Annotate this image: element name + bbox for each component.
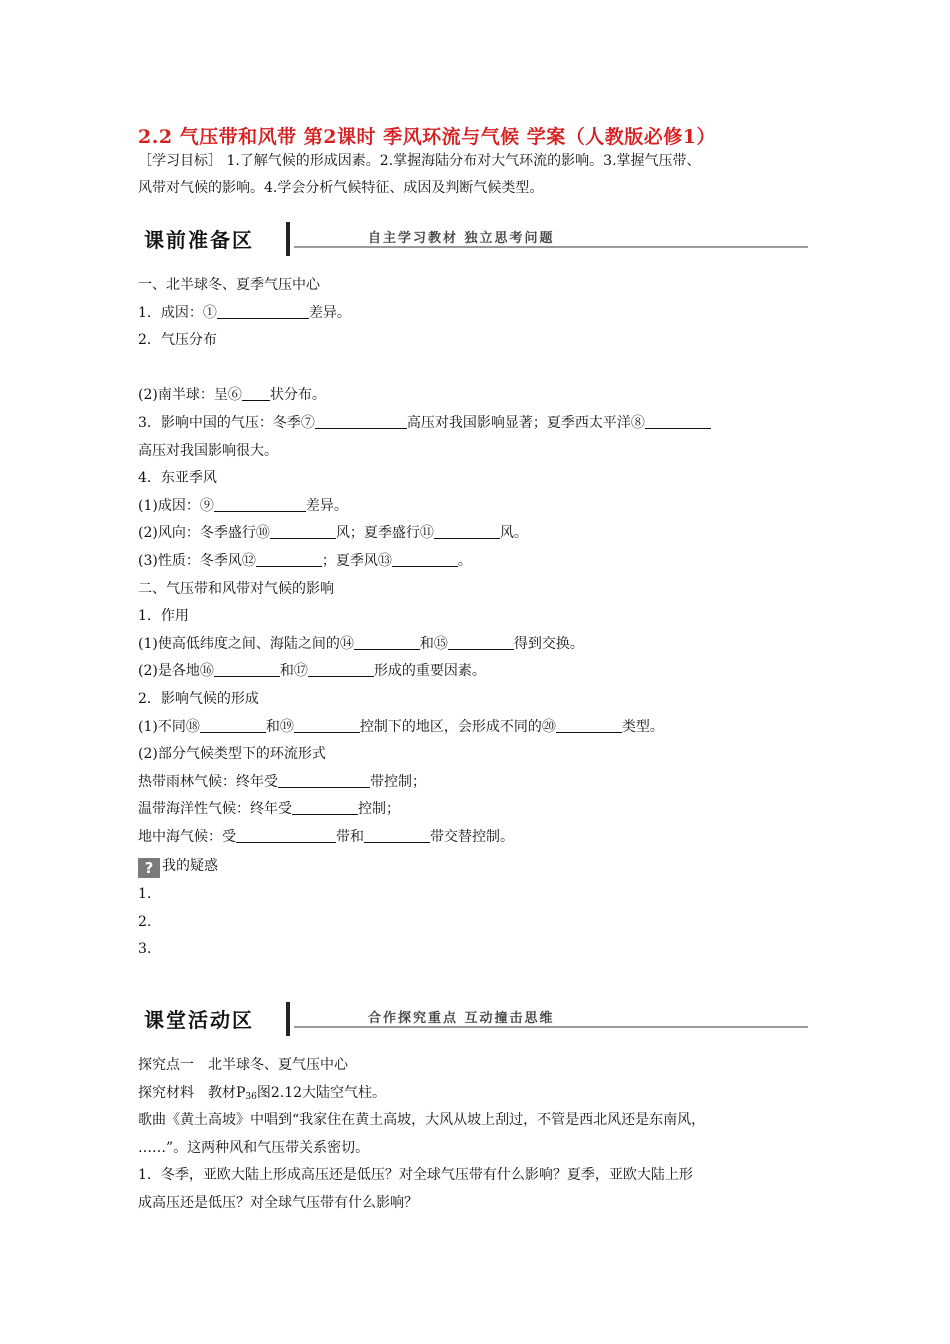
section-banner-prep [136, 222, 808, 258]
fill-blank[interactable] [354, 633, 420, 650]
question-line: 温带海洋性气候：终年受 控制； [138, 796, 818, 824]
fill-blank[interactable] [270, 522, 336, 539]
list-item: 2. [138, 913, 152, 930]
question-line: (1)使高低纬度之间、海陆之间的⑭ 和⑮ 得到交换。 [138, 631, 818, 659]
fill-blank[interactable] [256, 550, 322, 567]
question-line: (2)部分气候类型下的环流形式 [138, 746, 326, 763]
question-line: 1．成因：① 差异。 [138, 300, 818, 328]
spacer [138, 355, 818, 383]
section-banner-class [136, 1002, 808, 1038]
fill-blank[interactable] [200, 716, 266, 733]
fill-blank[interactable] [556, 716, 622, 733]
page-title: 2.2 气压带和风带 第2课时 季风环流与气候 学案（人教版必修1） [138, 126, 716, 148]
question-line: (3)性质：冬季风⑫ ；夏季风⑬ 。 [138, 548, 818, 576]
question-mark-icon: ? [138, 858, 160, 878]
explore-material: 探究材料 教材$P_{36}$图2.12大陆空气柱。 [138, 1084, 387, 1102]
question-line: (2)南半球：呈⑥ 状分布。 [138, 382, 818, 410]
banner-rule [294, 246, 808, 248]
fill-blank[interactable] [448, 633, 514, 650]
question-line: (1)成因：⑨ 差异。 [138, 493, 818, 521]
fill-blank[interactable] [392, 550, 458, 567]
goals-line: 风带对气候的影响。4.学会分析气候特征、成因及判断气候类型。 [138, 180, 544, 196]
fill-blank[interactable] [242, 384, 270, 401]
class-section [138, 1052, 818, 1218]
question-line: (1)不同⑱ 和⑲ 控制下的地区，会形成不同的⑳ 类型。 [138, 714, 818, 742]
fill-blank[interactable] [236, 826, 336, 843]
fill-blank[interactable] [278, 771, 370, 788]
banner-title: 课堂活动区 [144, 1008, 254, 1032]
question-line: 地中海气候：受 带和 带交替控制。 [138, 824, 818, 852]
banner-subtitle: 合作探究重点 互动撞击思维 [368, 1011, 555, 1026]
banner-title: 课前准备区 [144, 228, 254, 252]
fill-blank[interactable] [645, 412, 711, 429]
fill-blank[interactable] [364, 826, 430, 843]
fill-blank[interactable] [315, 412, 407, 429]
question-line: 3．影响中国的气压：冬季⑦ 高压对我国影响显著；夏季西太平洋⑧ [138, 410, 818, 438]
section-heading: 一、北半球冬、夏季气压中心 [138, 277, 320, 293]
question-line: (2)风向：冬季盛行⑩ 风；夏季盛行⑪ 风。 [138, 520, 818, 548]
paragraph-line: ……”。这两种风和气压带关系密切。 [138, 1139, 370, 1156]
question-line: 热带雨林气候：终年受 带控制； [138, 769, 818, 797]
question-line: 1．作用 [138, 608, 189, 625]
banner-divider [286, 1002, 290, 1036]
explore-point: 探究点一 北半球冬、夏气压中心 [138, 1057, 348, 1073]
question-line: 成高压还是低压？对全球气压带有什么影响？ [138, 1194, 418, 1211]
fill-blank[interactable] [214, 660, 280, 677]
question-line: 2．影响气候的形成 [138, 690, 259, 707]
fill-blank[interactable] [434, 522, 500, 539]
list-item: 1. [138, 886, 152, 903]
banner-divider [286, 222, 290, 256]
fill-blank[interactable] [292, 798, 358, 815]
fill-blank[interactable] [217, 302, 309, 319]
prep-section [138, 272, 818, 964]
section-heading: 二、气压带和风带对气候的影响 [138, 580, 334, 597]
goals-line: ［学习目标］ 1.了解气候的形成因素。2.掌握海陆分布对大气环流的影响。3.掌握气压带、 [138, 153, 701, 169]
question-line: 高压对我国影响很大。 [138, 442, 278, 459]
question-line: 2．气压分布 [138, 332, 217, 349]
paragraph-line: 歌曲《黄土高坡》中唱到“我家住在黄土高坡，大风从坡上刮过，不管是西北风还是东南风， [138, 1112, 706, 1129]
banner-rule [294, 1026, 808, 1028]
banner-subtitle: 自主学习教材 独立思考问题 [368, 231, 555, 246]
learning-goals [138, 148, 818, 202]
list-item: 3. [138, 941, 152, 958]
question-line: 4．东亚季风 [138, 470, 217, 487]
question-line: (2)是各地⑯ 和⑰ 形成的重要因素。 [138, 658, 818, 686]
fill-blank[interactable] [214, 495, 306, 512]
question-line: 1．冬季，亚欧大陆上形成高压还是低压？对全球气压带有什么影响？夏季，亚欧大陆上形 [138, 1167, 693, 1184]
doubts-heading: ? 我的疑惑 [138, 853, 818, 881]
fill-blank[interactable] [294, 716, 360, 733]
fill-blank[interactable] [308, 660, 374, 677]
